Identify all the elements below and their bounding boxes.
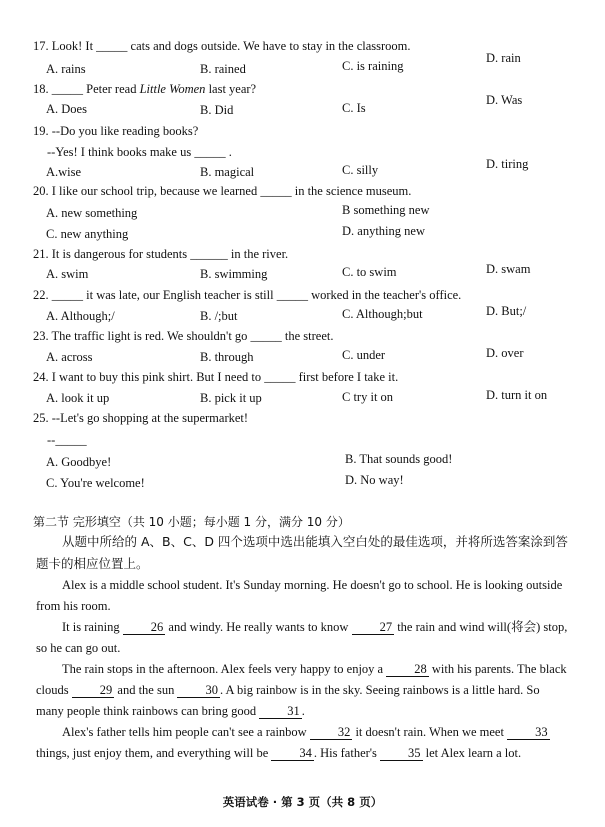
passage-paragraph-3 <box>36 659 569 722</box>
p3-text-b: with his parents. The black clouds <box>36 662 567 697</box>
question-20-stem: 20. I like our school trip, because we learned _____ in the science museum. <box>33 184 412 198</box>
q25-option-c: C. You're welcome! <box>46 476 145 490</box>
blank-26[interactable]: 26 <box>123 620 166 635</box>
blank-28[interactable]: 28 <box>386 662 429 677</box>
q24-option-a: A. look it up <box>46 391 110 405</box>
q19-option-a: A.wise <box>46 165 82 179</box>
q17-option-c: C. is raining <box>342 59 404 73</box>
q25-option-b: B. That sounds good! <box>345 452 453 466</box>
q21-option-c: C. to swim <box>342 265 397 279</box>
blank-30[interactable]: 30 <box>177 683 220 698</box>
q23-option-c: C. under <box>342 348 386 362</box>
blank-34[interactable]: 34 <box>271 746 314 761</box>
q17-option-d: D. rain <box>486 51 521 65</box>
q22-option-a: A. Although;/ <box>46 309 115 323</box>
q18-stem-end: last year? <box>205 82 257 96</box>
question-18-stem <box>33 81 256 97</box>
q18-stem-start: 18. _____ Peter read <box>33 82 140 96</box>
question-23-stem: 23. The traffic light is red. We shouldn't go _____ the street. <box>33 329 334 343</box>
blank-27[interactable]: 27 <box>352 620 395 635</box>
q19-option-d: D. tiring <box>486 157 529 171</box>
passage-paragraph-1: Alex is a middle school student. It's Sunday morning. He doesn't go to school. He is looking outside from his room. <box>36 578 563 613</box>
p3-text-a: The rain stops in the afternoon. Alex feels very happy to enjoy a <box>62 662 387 676</box>
q23-option-d: D. over <box>486 346 524 360</box>
q24-option-b: B. pick it up <box>200 391 262 405</box>
blank-32[interactable]: 32 <box>310 725 353 740</box>
q23-option-b: B. through <box>200 350 254 364</box>
q19-option-b: B. magical <box>200 165 255 179</box>
q25-option-a: A. Goodbye! <box>46 455 112 469</box>
question-19-stem: 19. --Do you like reading books? <box>33 124 199 138</box>
q21-option-a: A. swim <box>46 267 89 281</box>
cloze-passage <box>36 575 569 764</box>
question-25-reply: --_____ <box>47 433 87 447</box>
blank-29[interactable]: 29 <box>72 683 115 698</box>
p2-text-c: the rain and wind will(将会) stop, so he can go out. <box>36 620 568 655</box>
question-24-stem: 24. I want to buy this pink shirt. But I need to _____ first before I take it. <box>33 370 399 384</box>
q20-option-b: B something new <box>342 203 430 217</box>
passage-paragraph-4 <box>36 722 569 764</box>
blank-33[interactable]: 33 <box>507 725 550 740</box>
q18-option-a: A. Does <box>46 102 87 116</box>
p3-text-c: and the sun <box>114 683 178 697</box>
q18-option-b: B. Did <box>200 103 234 117</box>
q20-option-d: D. anything new <box>342 224 425 238</box>
q23-option-a: A. across <box>46 350 93 364</box>
question-22-stem: 22. _____ it was late, our English teacher is still _____ worked in the teacher's office. <box>33 288 462 302</box>
p3-text-e: . <box>301 704 305 718</box>
question-21-stem: 21. It is dangerous for students ______ in the river. <box>33 247 289 261</box>
q24-option-c: C try it on <box>342 390 394 404</box>
section-instruction: 从题中所给的 A、B、C、D 四个选项中选出能填入空白处的最佳选项，并将所选答案涂到答题卡的相应位置上。 <box>36 534 568 571</box>
q18-book-title: Little Women <box>139 82 206 96</box>
p4-text-c: things, just enjoy them, and everything will be <box>36 746 272 760</box>
q19-option-c: C. silly <box>342 163 379 177</box>
q21-option-b: B. swimming <box>200 267 268 281</box>
p4-text-e: let Alex learn a lot. <box>422 746 522 760</box>
section-title: 第二节 完形填空（共 10 小题；每小题 1 分，满分 10 分） <box>33 515 350 529</box>
q22-option-d: D. But;/ <box>486 304 527 318</box>
q20-option-a: A. new something <box>46 206 138 220</box>
q22-option-c: C. Although;but <box>342 307 423 321</box>
question-17-stem: 17. Look! It _____ cats and dogs outside. We have to stay in the classroom. <box>33 39 411 53</box>
passage-paragraph-2 <box>36 617 569 659</box>
q18-option-c: C. Is <box>342 101 366 115</box>
q17-option-a: A. rains <box>46 62 86 76</box>
blank-31[interactable]: 31 <box>259 704 302 719</box>
p4-text-b: it doesn't rain. When we meet <box>352 725 508 739</box>
q20-option-c: C. new anything <box>46 227 129 241</box>
p4-text-d: . His father's <box>313 746 381 760</box>
p2-text-a: It is raining <box>62 620 123 634</box>
page-footer: 英语试卷 · 第 3 页（共 8 页） <box>222 795 383 809</box>
q24-option-d: D. turn it on <box>486 388 548 402</box>
q25-option-d: D. No way! <box>345 473 404 487</box>
p2-text-b: and windy. He really wants to know <box>165 620 352 634</box>
q22-option-b: B. /;but <box>200 309 238 323</box>
q21-option-d: D. swam <box>486 262 531 276</box>
question-19-reply: --Yes! I think books make us _____ . <box>47 145 232 159</box>
blank-35[interactable]: 35 <box>380 746 423 761</box>
question-25-stem: 25. --Let's go shopping at the supermarket! <box>33 411 249 425</box>
q18-option-d: D. Was <box>486 93 523 107</box>
p4-text-a: Alex's father tells him people can't see a rainbow <box>62 725 310 739</box>
p3-text-d: . A big rainbow is in the sky. Seeing rainbows is a little hard. So many people think rainbows can bring good <box>36 683 540 718</box>
q17-option-b: B. rained <box>200 62 246 76</box>
